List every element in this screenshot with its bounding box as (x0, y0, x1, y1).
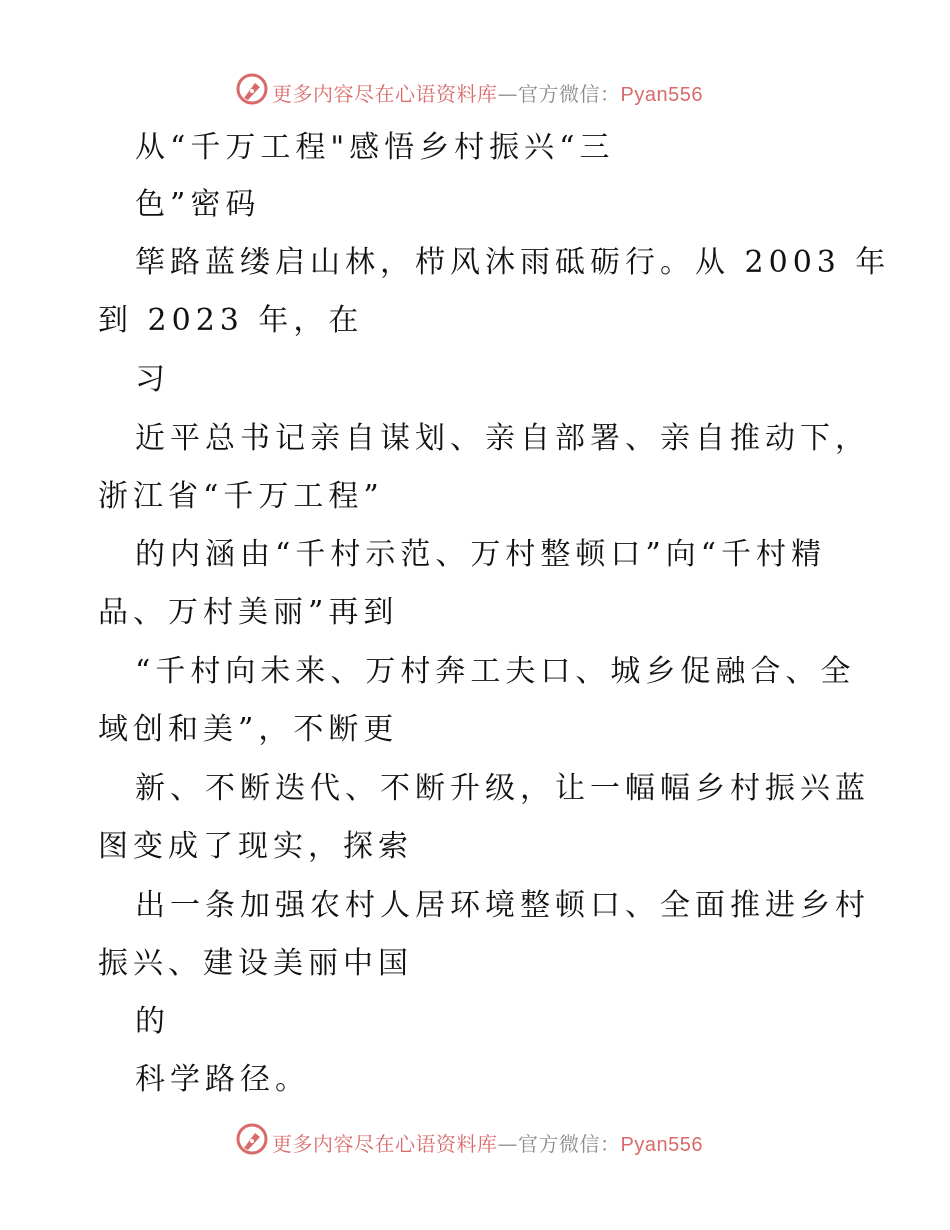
banner-dash: — (497, 82, 518, 106)
banner-dash: — (497, 1132, 518, 1156)
doc-line: 出一条加强农村人居环境整顿口、全面推进乡村 (135, 888, 870, 923)
doc-line: 的内涵由“千村示范、万村整顿口”向“千村精 (135, 537, 827, 572)
banner-account[interactable]: Pyan556 (620, 84, 703, 106)
pen-nib-circle-icon (235, 1122, 269, 1156)
banner-account[interactable]: Pyan556 (620, 1134, 703, 1156)
doc-line: 科学路径。 (135, 1062, 310, 1097)
doc-line: 筚路蓝缕启山林，栉风沐雨砥砺行。从 2003 年 (135, 245, 891, 280)
header-banner (0, 70, 950, 110)
banner-wechat-label: 官方微信： (518, 82, 621, 106)
doc-line: 的 (135, 1004, 170, 1039)
pen-nib-circle-icon (235, 72, 269, 106)
banner-link-text[interactable]: 更多内容尽在心语资料库 (272, 1132, 498, 1156)
doc-line: 图变成了现实，探索 (98, 829, 413, 864)
doc-line: 近平总书记亲自谋划、亲自部署、亲自推动下， (135, 421, 870, 456)
doc-title-line-2: 色”密码 (135, 187, 261, 222)
doc-line: 品、万村美丽”再到 (98, 595, 399, 630)
banner-link-text[interactable]: 更多内容尽在心语资料库 (272, 82, 498, 106)
footer-banner (0, 1120, 950, 1160)
doc-title-line-1: 从“千万工程"感悟乡村振兴“三 (135, 130, 615, 165)
doc-line: “千村向未来、万村奔工夫口、城乡促融合、全 (135, 654, 856, 689)
doc-line: 习 (135, 362, 170, 397)
doc-line: 到 2023 年，在 (98, 303, 364, 338)
doc-line: 域创和美”，不断更 (98, 712, 399, 747)
banner-text[interactable] (272, 78, 703, 107)
doc-line: 新、不断迭代、不断升级，让一幅幅乡村振兴蓝 (135, 771, 870, 806)
doc-line: 振兴、建设美丽中国 (98, 946, 413, 981)
banner-wechat-label: 官方微信： (518, 1132, 621, 1156)
doc-line: 浙江省“千万工程” (98, 479, 384, 514)
banner-text[interactable] (272, 1128, 703, 1157)
